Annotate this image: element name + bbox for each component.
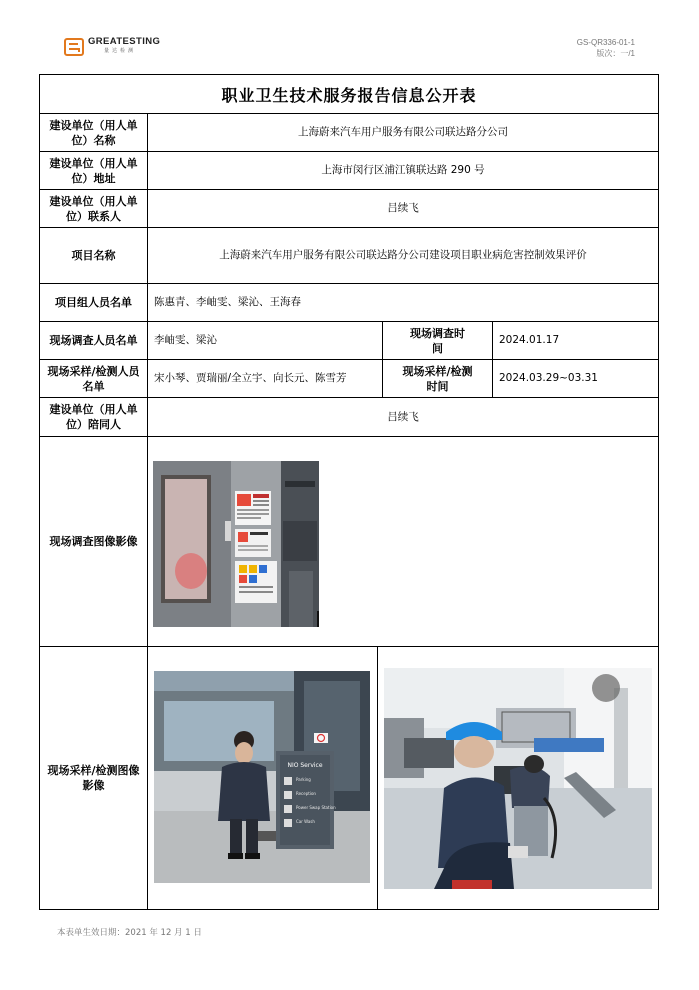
form-title: 职业卫生技术服务报告信息公开表 <box>221 85 477 105</box>
sign-brand: NIO Service <box>287 762 323 769</box>
project-name-label: 项目名称 <box>71 249 116 262</box>
document-number: GS-QR336-01-1 <box>576 38 635 47</box>
unit-address-value: 上海市闵行区浦江镇联达路 290 号 <box>321 164 485 176</box>
report-info-table <box>39 74 659 910</box>
unit-contact-value: 吕续飞 <box>387 202 419 214</box>
unit-name-label: 建设单位（用人单位）名称 <box>49 118 138 147</box>
brand-name: GREATESTING <box>88 36 161 47</box>
sign-line-4: Car Wash <box>296 819 315 824</box>
escort-label: 建设单位（用人单位）陪同人 <box>49 403 138 431</box>
sign-line-1: Parking <box>296 777 311 782</box>
unit-address-label: 建设单位（用人单位）地址 <box>49 156 138 185</box>
sign-line-2: Reception <box>296 791 316 796</box>
sampling-photo-entrance <box>154 671 370 883</box>
survey-time-label: 现场调查时间 <box>410 326 465 355</box>
unit-name-value: 上海蔚来汽车用户服务有限公司联达路分公司 <box>298 126 508 138</box>
survey-staff-label: 现场调查人员名单 <box>49 334 138 347</box>
brand-cn: 量达检测 <box>104 47 137 54</box>
survey-time-value: 2024.01.17 <box>499 334 560 346</box>
survey-photo-equipment <box>153 461 319 627</box>
logo-mark-icon <box>64 38 84 56</box>
survey-images-label: 现场调查图像影像 <box>49 535 138 548</box>
effective-date: 本表单生效日期：2021 年 12 月 1 日 <box>57 928 202 938</box>
sampling-staff-value: 宋小琴、贾瑞丽/全立宇、向长元、陈雪芳 <box>154 372 347 384</box>
project-team-value: 陈惠青、李岫雯、梁沁、王海春 <box>154 296 301 308</box>
project-name-value: 上海蔚来汽车用户服务有限公司联达路分公司建设项目职业病危害控制效果评价 <box>219 249 587 261</box>
sampling-images-label: 现场采样/检测图像影像 <box>47 764 140 792</box>
document-version: 版次：一/1 <box>596 49 635 58</box>
sampling-time-value: 2024.03.29~03.31 <box>499 372 598 384</box>
company-logo <box>64 37 160 56</box>
sign-line-3: Power Swap Station <box>296 805 336 810</box>
unit-contact-label: 建设单位（用人单位）联系人 <box>49 194 138 223</box>
sampling-staff-label: 现场采样/检测人员名单 <box>47 364 140 393</box>
escort-value: 吕续飞 <box>387 410 419 423</box>
project-team-label: 项目组人员名单 <box>55 296 132 309</box>
document-number-block <box>577 37 635 59</box>
sampling-time-label: 现场采样/检测时间 <box>402 364 473 393</box>
survey-staff-value: 李岫雯、梁沁 <box>154 334 217 346</box>
sampling-photo-workshop <box>384 668 652 889</box>
